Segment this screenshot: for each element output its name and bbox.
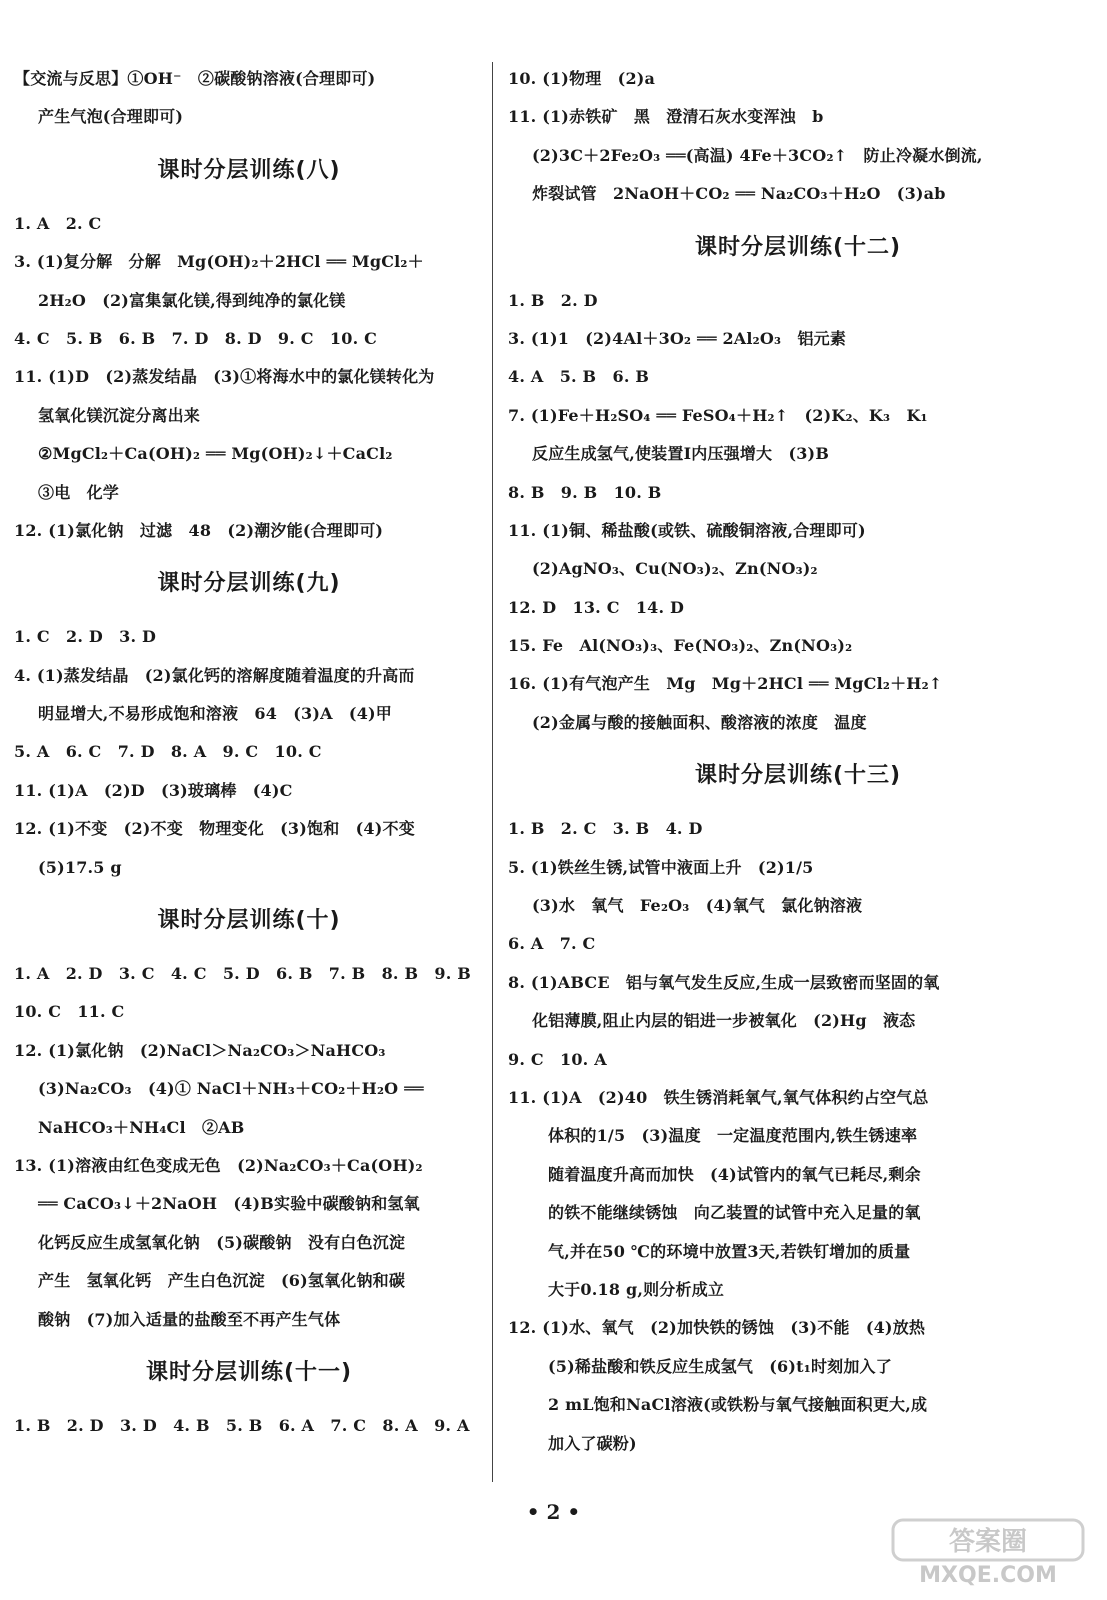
column-divider (492, 62, 493, 1482)
answer-line: 12. (1)水、氧气 (2)加快铁的锈蚀 (3)不能 (4)放热 (508, 1318, 926, 1338)
answer-line: 明显增大,不易形成饱和溶液 64 (3)A (4)甲 (38, 704, 392, 724)
answer-line: 1. B 2. D 3. D 4. B 5. B 6. A 7. C 8. A 9. A (14, 1415, 470, 1435)
answer-line: 化钙反应生成氢氧化钠 (5)碳酸钠 没有白色沉淀 (38, 1232, 406, 1252)
answer-line: ③电 化学 (38, 482, 120, 502)
answer-line: 气,并在50 ℃的环境中放置3天,若铁钉增加的质量 (548, 1241, 911, 1261)
answer-line: 体积的1/5 (3)温度 一定温度范围内,铁生锈速率 (548, 1126, 918, 1146)
answer-line: 4. C 5. B 6. B 7. D 8. D 9. C 10. C (14, 328, 378, 348)
answer-line: 1. C 2. D 3. D (14, 627, 157, 647)
section-heading: 课时分层训练(十一) (145, 1359, 353, 1385)
answer-line: 随着温度升高而加快 (4)试管内的氧气已耗尽,剩余 (548, 1164, 921, 1184)
answer-line: 11. (1)铜、稀盐酸(或铁、硫酸铜溶液,合理即可) (508, 520, 866, 540)
answer-line: 15. Fe Al(NO₃)₃、Fe(NO₃)₂、Zn(NO₃)₂ (508, 636, 853, 656)
answer-line: (2)3C＋2Fe₂O₃ ══(高温) 4Fe＋3CO₂↑ 防止冷凝水倒流, (532, 145, 983, 165)
answer-line: 化铝薄膜,阻止内层的铝进一步被氧化 (2)Hg 液态 (532, 1011, 916, 1031)
answer-line: 反应生成氢气,使装置Ⅰ内压强增大 (3)B (532, 444, 830, 464)
answer-line: 5. (1)铁丝生锈,试管中液面上升 (2)1/5 (508, 857, 814, 877)
answer-line: 4. (1)蒸发结晶 (2)氯化钙的溶解度随着温度的升高而 (14, 665, 415, 685)
answer-line: ══ CaCO₃↓＋2NaOH (4)B实验中碳酸钠和氢氧 (38, 1194, 420, 1214)
answer-line: (3)Na₂CO₃ (4)① NaCl＋NH₃＋CO₂＋H₂O ══ (38, 1079, 424, 1099)
answer-line: 【交流与反思】①OH⁻ ②碳酸钠溶液(合理即可) (14, 69, 376, 88)
answer-line: 炸裂试管 2NaOH＋CO₂ ══ Na₂CO₃＋H₂O (3)ab (532, 184, 946, 204)
section-heading: 课时分层训练(八) (157, 157, 341, 183)
answer-line: NaHCO₃＋NH₄Cl ②AB (38, 1117, 245, 1137)
answer-line: 4. A 5. B 6. B (508, 367, 650, 387)
answer-line: 1. B 2. D (508, 290, 598, 310)
watermark-top: 答案圈 (948, 1527, 1028, 1557)
answer-line: 2 mL饱和NaCl溶液(或铁粉与氧气接触面积更大,成 (548, 1395, 928, 1415)
answer-line: 产生 氢氧化钙 产生白色沉淀 (6)氢氧化钠和碳 (38, 1271, 406, 1291)
section-heading: 课时分层训练(十二) (694, 234, 902, 260)
answer-line: 3. (1)复分解 分解 Mg(OH)₂＋2HCl ══ MgCl₂＋ (14, 252, 424, 272)
answer-line: 7. (1)Fe＋H₂SO₄ ══ FeSO₄＋H₂↑ (2)K₂、K₃ K₁ (508, 405, 928, 425)
answer-line: (5)稀盐酸和铁反应生成氢气 (6)t₁时刻加入了 (548, 1356, 892, 1376)
answer-line: 酸钠 (7)加入适量的盐酸至不再产生气体 (38, 1309, 341, 1329)
answer-line: 12. (1)不变 (2)不变 物理变化 (3)饱和 (4)不变 (14, 819, 415, 839)
answer-line: 9. C 10. A (508, 1049, 607, 1069)
answer-line: 13. (1)溶液由红色变成无色 (2)Na₂CO₃＋Ca(OH)₂ (14, 1155, 423, 1175)
answer-line: 12. (1)氯化钠 (2)NaCl＞Na₂CO₃＞NaHCO₃ (14, 1040, 386, 1060)
watermark-logo (889, 1518, 1089, 1586)
answer-line: 1. A 2. C (14, 213, 102, 233)
answer-line: 氢氧化镁沉淀分离出来 (38, 405, 201, 425)
answer-line: 10. (1)物理 (2)a (508, 69, 656, 88)
answer-line: 3. (1)1 (2)4Al＋3O₂ ══ 2Al₂O₃ 铝元素 (508, 328, 847, 348)
section-heading: 课时分层训练(九) (157, 571, 341, 597)
answer-line: 16. (1)有气泡产生 Mg Mg＋2HCl ══ MgCl₂＋H₂↑ (508, 674, 943, 694)
watermark-bottom: MXQE.COM (919, 1563, 1057, 1586)
answer-line: 12. D 13. C 14. D (508, 597, 685, 617)
answer-line: (5)17.5 g (38, 857, 122, 877)
section-heading: 课时分层训练(十三) (694, 763, 902, 789)
answer-line: 加入了碳粉) (548, 1433, 637, 1453)
answer-line: 产生气泡(合理即可) (38, 107, 184, 127)
answer-line: 的铁不能继续锈蚀 向乙装置的试管中充入足量的氧 (548, 1203, 921, 1223)
answer-line: (2)AgNO₃、Cu(NO₃)₂、Zn(NO₃)₂ (532, 559, 818, 579)
answer-line: 8. B 9. B 10. B (508, 482, 662, 502)
left-column (14, 60, 484, 1445)
answer-line: ②MgCl₂＋Ca(OH)₂ ══ Mg(OH)₂↓＋CaCl₂ (38, 444, 393, 464)
answer-line: 11. (1)赤铁矿 黑 澄清石灰水变浑浊 b (508, 107, 824, 127)
page-number: • 2 • (526, 1500, 581, 1524)
answer-line: 8. (1)ABCE 铝与氧气发生反应,生成一层致密而坚固的氧 (508, 972, 940, 992)
answer-line: 6. A 7. C (508, 934, 596, 954)
answer-line: 1. A 2. D 3. C 4. C 5. D 6. B 7. B 8. B 9. B (14, 964, 471, 984)
answer-line: (2)金属与酸的接触面积、酸溶液的浓度 温度 (532, 712, 867, 732)
answer-line: 12. (1)氯化钠 过滤 48 (2)潮汐能(合理即可) (14, 520, 384, 540)
section-heading: 课时分层训练(十) (157, 908, 341, 934)
answer-line: 11. (1)D (2)蒸发结晶 (3)①将海水中的氯化镁转化为 (14, 367, 435, 387)
answer-line: 2H₂O (2)富集氯化镁,得到纯净的氯化镁 (38, 290, 346, 310)
answer-line: (3)水 氧气 Fe₂O₃ (4)氧气 氯化钠溶液 (532, 896, 863, 916)
answer-line: 5. A 6. C 7. D 8. A 9. C 10. C (14, 742, 322, 762)
answer-line: 11. (1)A (2)D (3)玻璃棒 (4)C (14, 780, 293, 800)
answer-line: 10. C 11. C (14, 1002, 125, 1022)
answer-line: 大于0.18 g,则分析成立 (548, 1279, 725, 1299)
answer-line: 1. B 2. C 3. B 4. D (508, 819, 703, 839)
answer-line: 11. (1)A (2)40 铁生锈消耗氧气,氧气体积约占空气总 (508, 1087, 929, 1107)
right-column (508, 60, 1088, 1463)
